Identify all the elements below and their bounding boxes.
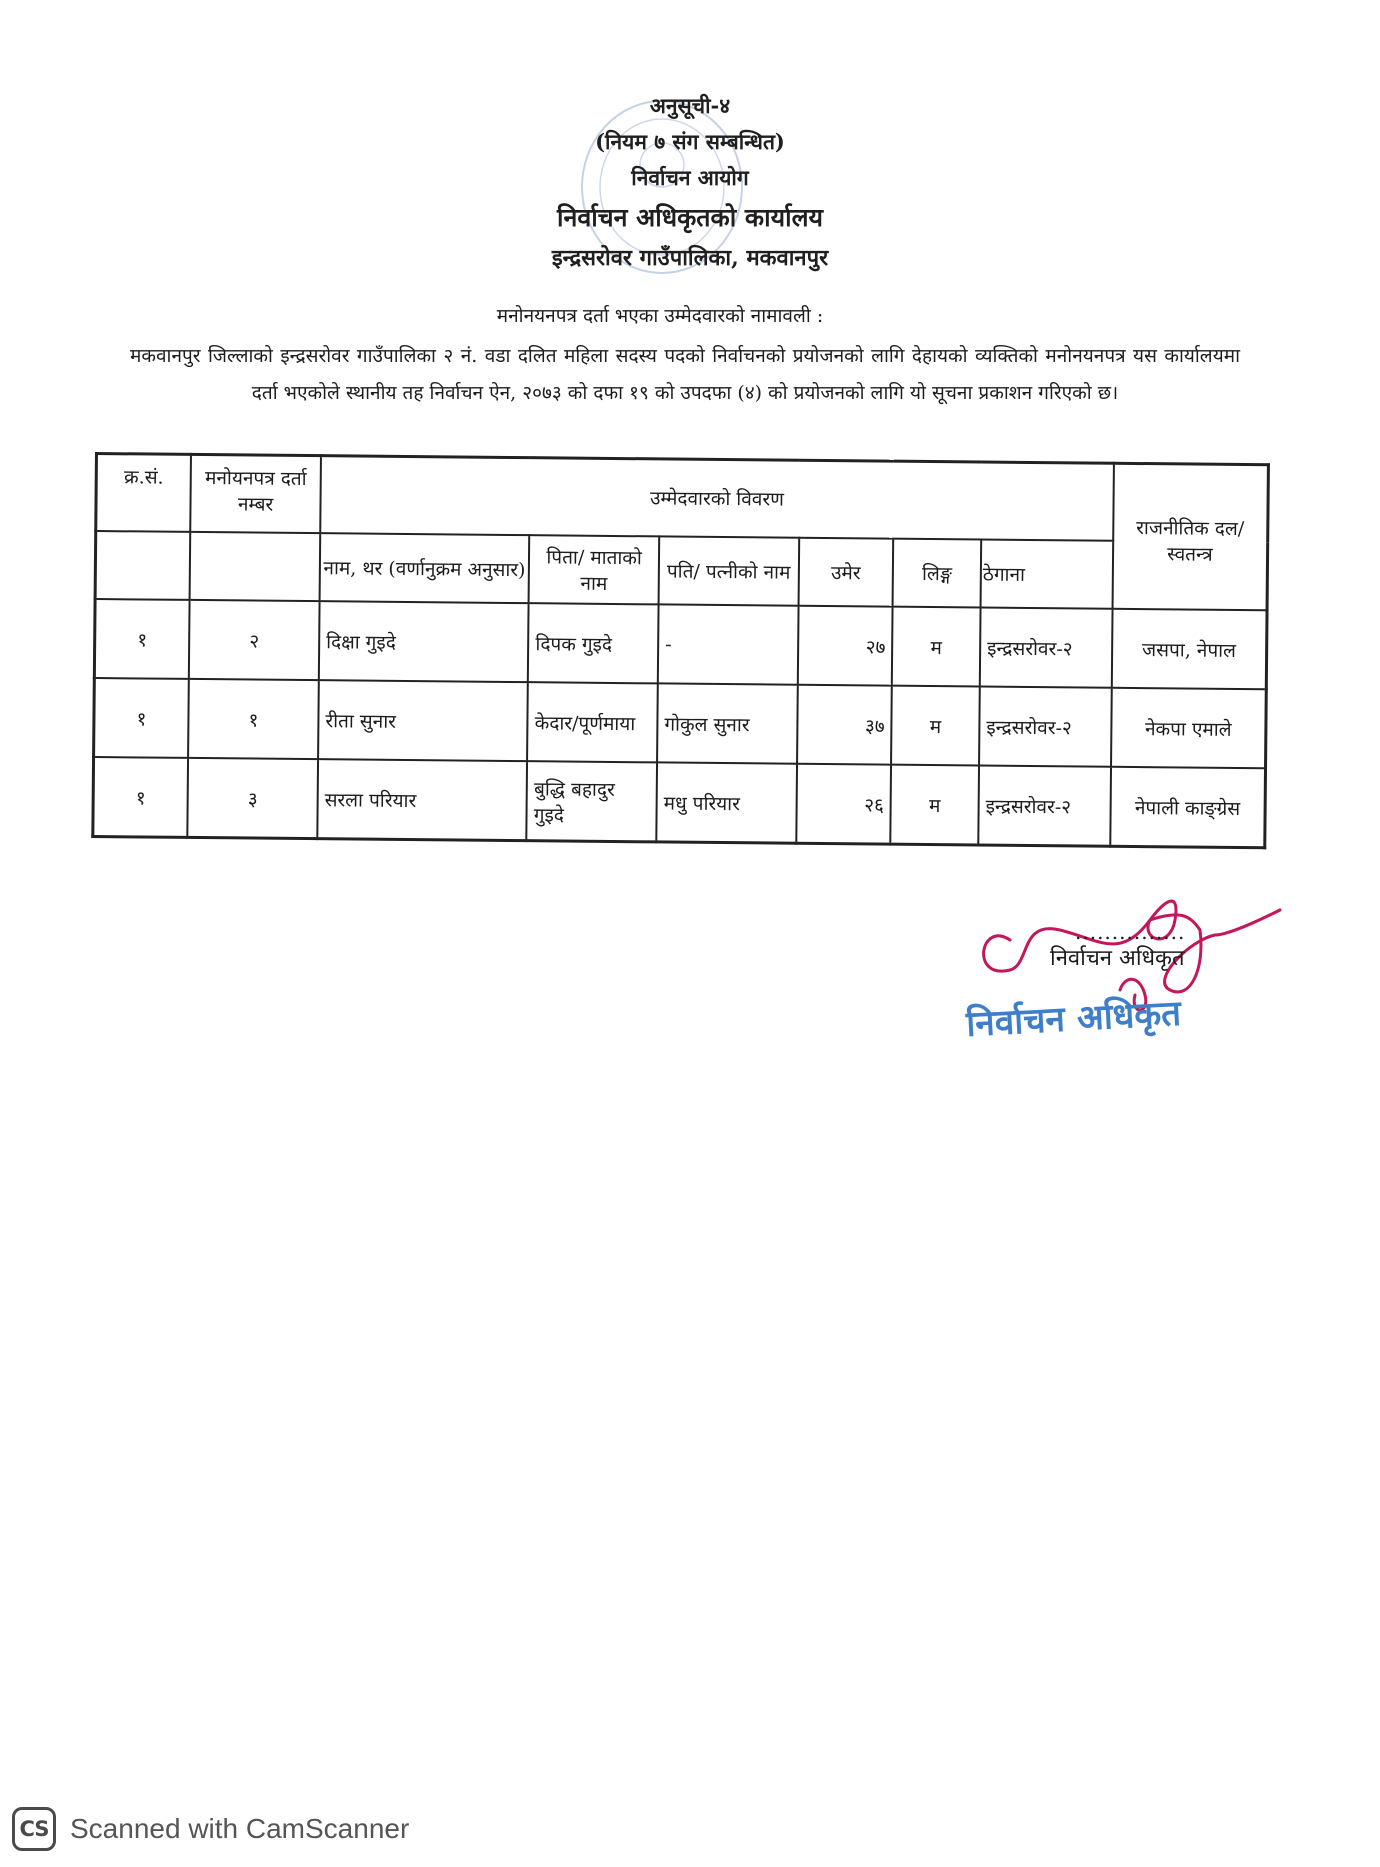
schedule-number: अनुसूची-४ (649, 93, 731, 118)
header-reg-no: मनोयनपत्र दर्ता नम्बर (190, 454, 320, 533)
signature-block (950, 880, 1330, 1080)
table-subheader-row (95, 531, 1268, 610)
cell-reg-no: ३ (188, 758, 318, 839)
header-serial-blank (95, 531, 190, 600)
header-candidate-details: उम्मेदवारको विवरण (320, 456, 1114, 541)
cell-address: इन्द्रसरोवर-२ (978, 766, 1111, 847)
header-spouse: पति/ पत्नीको नाम (659, 536, 799, 605)
header-address: ठेगाना (981, 540, 1113, 609)
cell-serial: १ (93, 757, 188, 837)
cell-spouse: गोकुल सुनार (657, 683, 797, 763)
cell-party: जसपा, नेपाल (1112, 609, 1267, 689)
cell-party: नेपाली काङ्ग्रेस (1110, 767, 1265, 848)
office-name: निर्वाचन अधिकृतको कार्यालय (556, 203, 824, 232)
header-parent: पिता/ माताको नाम (529, 535, 659, 604)
cell-address: इन्द्रसरोवर-२ (980, 608, 1113, 688)
camscanner-text: Scanned with CamScanner (70, 1813, 410, 1844)
camscanner-watermark (12, 1805, 409, 1853)
candidate-table-wrapper (91, 452, 1270, 849)
header-gender: लिङ्ग (893, 539, 981, 608)
cell-spouse: मधु परियार (656, 762, 796, 843)
header-age: उमेर (798, 538, 893, 607)
notice-paragraph: मकवानपुर जिल्लाको इन्द्रसरोवर गाउँपालिका २ नं. वडा दलित महिला सदस्य पदको निर्वाचनको प्रयोजनको लागि देहायको व्यक्तिको मनोनयनपत्र यस कार्यालयमा दर्ता भएकोले स्थानीय तह निर्वाचन ऐन, २०७३ को दफा १९ को उपदफा (४) को प्रयोजनको लागि यो सूचना प्रकाशन गरिएको छ। (130, 345, 1240, 404)
header-serial: क्र.सं. (96, 454, 191, 532)
cell-parent: दिपक गुइदे (528, 603, 658, 683)
header-party: राजनीतिक दल/स्वतन्त्र (1112, 463, 1268, 610)
commission-name: निर्वाचन आयोग (631, 165, 749, 190)
table-row (94, 678, 1267, 768)
cell-gender: म (892, 607, 980, 687)
cell-serial: १ (94, 599, 189, 679)
cell-name: सरला परियार (317, 759, 527, 841)
cell-gender: म (891, 765, 979, 845)
signature-label: निर्वाचन अधिकृत (1050, 946, 1185, 971)
cell-name: रीता सुनार (318, 680, 528, 761)
signature-dots: ............... (1075, 920, 1186, 944)
cell-party: नेकपा एमाले (1111, 688, 1266, 768)
cell-age: ३७ (797, 685, 892, 765)
handwritten-signature (950, 880, 1330, 1080)
cell-parent: बुद्धि बहादुर गुइदे (527, 761, 657, 842)
candidate-table (91, 452, 1270, 849)
cell-reg-no: १ (188, 679, 318, 759)
cell-reg-no: २ (189, 600, 319, 680)
notice-intro (110, 302, 1250, 412)
cell-age: २६ (796, 764, 891, 844)
cell-parent: केदार/पूर्णमाया (527, 682, 657, 762)
document-header (0, 92, 1380, 272)
header-name: नाम, थर (वर्णानुक्रम अनुसार) (320, 533, 530, 603)
officer-stamp: निर्वाचन अधिकृत (965, 992, 1183, 1045)
rule-reference: (नियम ७ संग सम्बन्धित) (595, 129, 785, 154)
cell-serial: १ (94, 678, 189, 758)
cell-gender: म (891, 686, 979, 766)
list-title: मनोनयनपत्र दर्ता भएका उम्मेदवारको नामावली : (496, 305, 824, 327)
table-row (94, 599, 1267, 689)
table-header-row (96, 454, 1269, 543)
table-row (93, 757, 1266, 848)
cell-spouse: - (658, 604, 798, 684)
camscanner-logo-icon: CS (12, 1807, 56, 1851)
header-reg-no-blank (190, 532, 320, 601)
cell-age: २७ (797, 606, 892, 686)
cell-address: इन्द्रसरोवर-२ (979, 687, 1112, 767)
cell-name: दिक्षा गुइदे (319, 601, 529, 682)
office-location: इन्द्रसरोवर गाउँपालिका, मकवानपुर (551, 245, 829, 271)
